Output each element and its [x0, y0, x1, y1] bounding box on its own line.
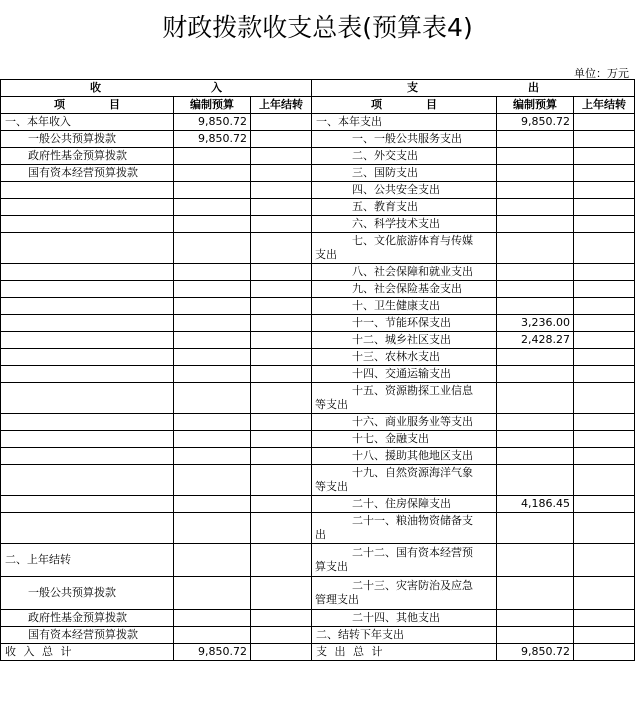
- table-row: 二十一、粮油物资储备支 出: [1, 513, 635, 544]
- income-total-value: 9,850.72: [174, 644, 251, 661]
- table-row: 国有资本经营预算拨款 二、结转下年支出: [1, 627, 635, 644]
- table-row: 国有资本经营预算拨款 三、国防支出: [1, 165, 635, 182]
- income-item-header: 项 目: [1, 97, 174, 114]
- table-row: 一般公共预算拨款 9,850.72 一、一般公共服务支出: [1, 131, 635, 148]
- table-row: 十二、城乡社区支出 2,428.27: [1, 332, 635, 349]
- table-row: 四、公共安全支出: [1, 182, 635, 199]
- table-row: 十九、自然资源海洋气象 等支出: [1, 465, 635, 496]
- table-row: 六、科学技术支出: [1, 216, 635, 233]
- table-row: 十五、资源勘探工业信息 等支出: [1, 383, 635, 414]
- expense-total-value: 9,850.72: [497, 644, 574, 661]
- income-budget-header: 编制预算: [174, 97, 251, 114]
- table-row: 十一、节能环保支出 3,236.00: [1, 315, 635, 332]
- table-row: 十、卫生健康支出: [1, 298, 635, 315]
- table-row: 五、教育支出: [1, 199, 635, 216]
- table-row: 一、本年收入 9,850.72 一、本年支出 9,850.72: [1, 114, 635, 131]
- table-row: 一般公共预算拨款 二十三、灾害防治及应急 管理支出: [1, 577, 635, 610]
- table-row: 八、社会保障和就业支出: [1, 264, 635, 281]
- income-carry-header: 上年结转: [251, 97, 312, 114]
- table-row: 十八、援助其他地区支出: [1, 448, 635, 465]
- table-row: 十四、交通运输支出: [1, 366, 635, 383]
- header-row-columns: [1, 97, 635, 114]
- expense-item-header: 项 目: [312, 97, 497, 114]
- table-row: 十三、农林水支出: [1, 349, 635, 366]
- page-title: 财政拨款收支总表(预算表4): [162, 13, 473, 42]
- expense-budget-header: 编制预算: [497, 97, 574, 114]
- table-row: 七、文化旅游体育与传媒 支出: [1, 233, 635, 264]
- unit-label: 单位：万元: [574, 67, 629, 80]
- budget-table: [0, 79, 635, 661]
- header-row-group: [1, 80, 635, 97]
- table-row: 二十、住房保障支出 4,186.45: [1, 496, 635, 513]
- table-row: 十七、金融支出: [1, 431, 635, 448]
- total-row: [1, 644, 635, 661]
- income-total-label: 收 入 总 计: [1, 644, 174, 661]
- table-row: 十六、商业服务业等支出: [1, 414, 635, 431]
- expense-group-header: 支 出: [312, 80, 635, 97]
- table-row: 政府性基金预算拨款 二、外交支出: [1, 148, 635, 165]
- expense-carry-header: 上年结转: [574, 97, 635, 114]
- income-group-header: 收 入: [1, 80, 312, 97]
- table-row: 二、上年结转 二十二、国有资本经营预 算支出: [1, 544, 635, 577]
- table-row: 九、社会保险基金支出: [1, 281, 635, 298]
- table-row: 政府性基金预算拨款 二十四、其他支出: [1, 610, 635, 627]
- expense-total-label: 支 出 总 计: [312, 644, 497, 661]
